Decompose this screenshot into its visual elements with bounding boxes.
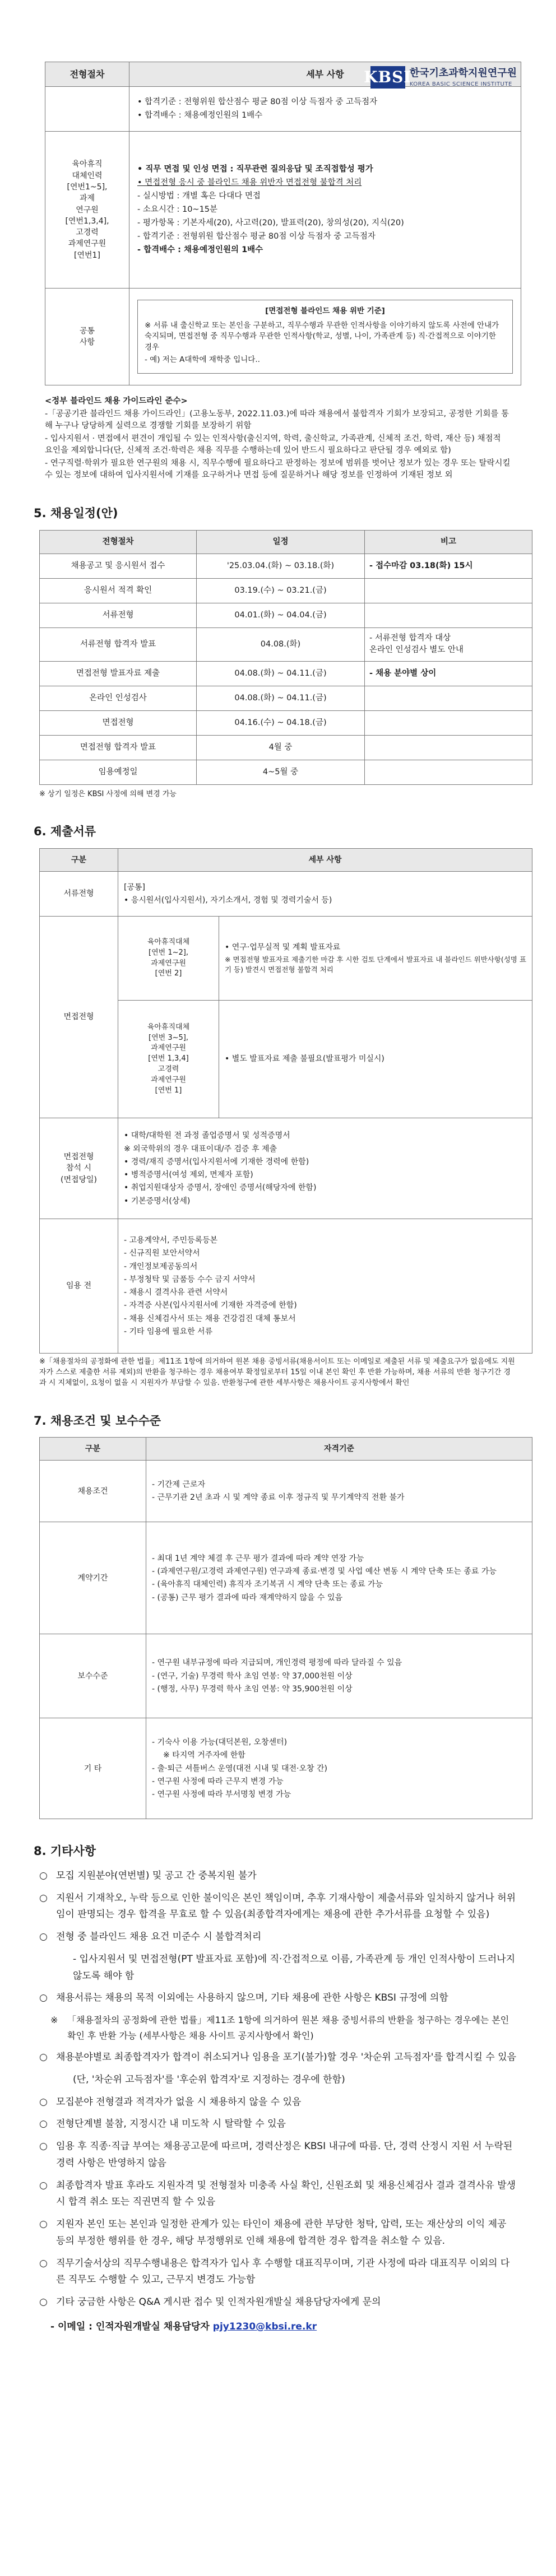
bullet-icon: ○ [39,2141,48,2152]
box-title: [면접전형 블라인드 채용 위반 기준] [265,306,385,316]
bullet-icon [56,1951,68,1985]
bullet-icon: ○ [39,1931,48,1943]
row-label [45,87,129,132]
notice-item [39,1990,517,2007]
notice-item [39,1868,517,1885]
notice-item [39,2178,517,2211]
guideline-line: - 입사지원서 · 면접에서 편견이 개입될 수 있는 인적사항(출신지역, 학력, 출신학교, 가족관계, 신체적 조건, 학력, 재산 등) 채점적 요인을 제외합니다(단, 신체적 조건·학력은 채용 직무를 수행하는데 있어 반드시 필요하다고 판단될 경우 예외로 함) [45,434,501,455]
detail-line: • 면접전형 응시 중 블라인드 채용 위반자 면접전형 불합격 처리 [137,178,362,188]
detail-line: - 근무기관 2년 초과 시 및 계약 종료 이후 정규직 및 무기계약직 전환 불가 [152,1493,405,1503]
row-label: 서류전형 [40,872,118,917]
contact-email-link[interactable]: pjy1230@kbsi.re.kr [212,2321,317,2332]
detail-line: ※ 외국학위의 경우 대표이대/주 검증 후 제출 [124,1144,277,1154]
note-cell: - 서류전형 합격자 대상 온라인 인성검사 별도 안내 [365,627,532,661]
detail-line: - 합격배수 : 채용예정인원의 1배수 [137,245,263,255]
documents-table [39,848,532,1354]
bullet-icon: ○ [39,2179,48,2191]
note-cell [365,710,532,735]
notice-item [39,2094,517,2111]
detail-line: • 기본증명서(상세) [124,1196,191,1206]
row-detail [146,1718,532,1819]
detail-line: • 경력/재직 증명서(입사지원서에 기재한 경력에 한함) [124,1157,309,1166]
row-detail [118,1219,532,1354]
section-title: 7. 채용조건 및 보수수준 [34,1413,161,1428]
date-cell: 04.01.(화) ~ 04.04.(금) [197,603,365,627]
section-title: 6. 제출서류 [34,825,96,839]
box-note: - 예) 저는 A대학에 재학중 입니다.. [145,355,260,365]
contact-line [50,2320,522,2334]
detail-line: - (행정, 사무) 무경력 학사 초임 연봉: 약 35,900천원 이상 [152,1685,353,1694]
bullet-icon: ○ [39,2296,48,2308]
row-label: 공통 사항 [45,289,129,385]
row-detail [129,87,521,132]
notice-item [39,2294,517,2311]
detail-line: - 채용 신체검사서 또는 채용 건강검진 대체 통보서 [124,1314,296,1323]
date-cell: 04.08.(화) ~ 04.11.(금) [197,686,365,710]
table-row [40,627,532,661]
table-header: 일정 [197,530,365,554]
bullet-icon: ○ [39,2219,48,2230]
row-label: 계약기간 [40,1522,146,1634]
table-header: 전형절차 [40,530,197,554]
schedule-table [39,530,532,785]
bullet-icon: ○ [39,2052,48,2063]
row-detail [146,1634,532,1718]
detail-line: • 연구·업무실적 및 계획 발표자료 [225,942,341,952]
notice-text: - 입사지원서 및 면접전형(PT 발표자료 포함)에 직·간접적으로 이름, 가족관계 등 개인 인적사항이 드러나지 않도록 해야 함 [73,1953,515,1982]
contact-label: - 이메일 : 인적자원개발실 채용담당자 [50,2321,210,2332]
note-cell [365,578,532,603]
section-title: 8. 기타사항 [34,1844,96,1858]
detail-line: • 별도 발표자료 제출 불필요(발표평가 미실시) [225,1054,384,1064]
detail-line: - 출·퇴근 셔틀버스 운영(대전 시내 및 대전·오창 간) [152,1764,327,1773]
page [0,62,556,2333]
notice-text: 모집 지원분야(연번별) 및 공고 간 중복지원 불가 [56,1870,257,1881]
schedule-footnote: ※ 상기 일정은 KBSI 사정에 의해 변경 가능 [39,789,177,798]
step-cell: 면접전형 [40,710,197,735]
step-cell: 면접전형 발표자료 제출 [40,661,197,686]
row-detail [219,917,532,1001]
date-cell: 04.16.(수) ~ 04.18.(금) [197,710,365,735]
logo-korean-name: 한국기초과학지원연구원 [409,67,517,79]
bullet-icon: ※ [50,2015,58,2026]
row-detail [129,132,521,289]
row-detail [118,872,532,917]
notice-item [39,2256,517,2289]
row-label: 채용조건 [40,1461,146,1522]
table-row [40,554,532,578]
table-header: 전형절차 [45,62,129,87]
note-cell [365,686,532,710]
detail-line: • 직무 면접 및 인성 면접 : 직무관련 질의응답 및 조직접합성 평가 [137,165,373,174]
detail-line: - 평가항목 : 기본자세(20), 사고력(20), 발표력(20), 창의성(20), 지식(20) [137,218,404,228]
detail-line: - 연구원 사정에 따라 근무지 변경 가능 [152,1777,284,1787]
detail-line: - 기타 임용에 필요한 서류 [124,1327,213,1337]
bullet-icon: ○ [39,1892,48,1904]
table-header: 구분 [40,1438,146,1461]
note-cell [365,760,532,784]
step-cell: 임용예정일 [40,760,197,784]
notice-item [39,2216,517,2250]
table-header: 세부 사항 [129,62,521,87]
notice-item [50,2012,517,2044]
bullet-icon: ○ [39,2257,48,2269]
detail-line: - 개인정보제공동의서 [124,1262,198,1271]
note-cell [365,603,532,627]
row-label: 보수수준 [40,1634,146,1718]
detail-line: - 실시방법 : 개별 혹은 다대다 면접 [137,192,261,201]
row-detail [129,289,521,385]
notice-item [39,1929,517,1946]
row-detail [146,1522,532,1634]
step-cell: 서류전형 [40,603,197,627]
detail-line: - 소요시간 : 10~15분 [137,205,218,215]
table-header: 세부 사항 [118,848,532,871]
document-return-note: ※「채용절차의 공정화에 관한 법률」제11조 1항에 의거하여 원본 채용 중빙서류(채용서이트 또는 이메일로 제출된 서류 및 제출요구가 없음에도 지원자가 스스로 제출한 서류 제외)의 반환을 청구하는 경우 채용여부 확정일로부터 15일 이내 본인 확인 후 반환 가능하며, 채용 서류의 반환 청구기간 경과 시 지체없이, 요청이 없을 시 지원자가 부담할 수 있음. 반환청구에 관한 세부사항은 채용사이트 공지사항에서 확인 [39,1357,515,1387]
kbsi-logo-mark: KBSI [370,66,405,89]
kbsi-logo [364,66,517,89]
guideline-line: -「공공기관 블라인드 채용 가이드라인」(고용노동부, 2022.11.03.)에 따라 채용에서 불합격자 기회가 보장되고, 공정한 기회를 통해 누구나 당당하게 실력으로 경쟁할 기회를 보장하기 위함 [45,410,509,431]
row-label: 육아휴직 대체인력 [연번1~5], 과제 연구원 [연번1,3,4], 고경력 과제연구원 [연번1] [45,132,129,289]
note-cell: - 접수마감 03.18(화) 15시 [365,554,532,578]
section-title: 5. 채용일정(안) [34,506,118,520]
date-cell: 4~5월 중 [197,760,365,784]
notice-text: 전형단계별 불참, 지정시간 내 미도착 시 탈락할 수 있음 [56,2118,286,2130]
detail-line: - 최대 1년 계약 체결 후 근무 평가 결과에 따라 계약 연장 가능 [152,1554,364,1563]
row-detail [146,1461,532,1522]
note-cell [365,735,532,760]
detail-line: • 병적증명서(여성 제외, 면제자 포함) [124,1170,253,1180]
notice-text: 지원서 기재착오, 누락 등으로 인한 불이익은 본인 책임이며, 추후 기재사항이 제출서류와 일치하지 않거나 허위임이 판명되는 경우 합격을 무효로 할 수 있음(최종합격자에게는 채용에 관한 추가서류를 요청할 수 있음) [56,1892,516,1921]
detail-line: • 응시원서(입사지원서), 자기소개서, 경험 및 경력기술서 등) [124,896,332,905]
bullet-icon: ○ [39,2118,48,2130]
sub-label: 육아휴직대체 [연번 3~5], 과제연구원 [연번 1,3,4] 고경력 과제연구원 [연번 1] [118,1001,219,1118]
row-label: 기 타 [40,1718,146,1819]
detail-line: - (공통) 근무 평가 결과에 따라 재계약하지 않을 수 있음 [152,1593,343,1602]
row-detail [118,1118,532,1219]
date-cell: 03.19.(수) ~ 03.21.(금) [197,578,365,603]
table-header: 비고 [365,530,532,554]
notice-text: 채용서류는 채용의 목적 이외에는 사용하지 않으며, 기타 채용에 관한 사항은 KBSI 규정에 의함 [56,1992,448,2004]
date-cell: 4월 중 [197,735,365,760]
notice-text: 모집분야 전형결과 적격자가 없을 시 채용하지 않을 수 있음 [56,2096,302,2108]
table-row [40,686,532,710]
date-cell: 04.08.(화) [197,627,365,661]
table-header: 구분 [40,848,118,871]
table-row [40,735,532,760]
detail-line: • 취업지원대상자 증명서, 장애인 증명서(해당자에 한함) [124,1183,317,1193]
date-cell: 04.08.(화) ~ 04.11.(금) [197,661,365,686]
detail-line: - 합격기준 : 전형위원 합산점수 평균 80점 이상 득점자 중 고득점자 [137,232,376,241]
detail-line: ※ 타지역 거주자에 한함 [163,1751,245,1760]
notice-text: 기타 궁금한 사항은 Q&A 게시판 접수 및 인적자원개발실 채용담당자에게 문의 [56,2296,381,2308]
table-row [40,661,532,686]
detail-line: • 합격배수 : 채용예정인원의 1배수 [137,111,263,120]
table-row [40,760,532,784]
notice-item [39,2116,517,2133]
notice-text: 최종합격자 발표 후라도 지원자격 및 전형절차 미충족 사실 확인, 신원조회 및 채용신체검사 결과 결격사유 발생 시 합격 취소 또는 직권면직 할 수 있음 [56,2179,516,2208]
other-notes [39,1868,517,2311]
step-cell: 응시원서 적격 확인 [40,578,197,603]
date-cell: '25.03.04.(화) ~ 03.18.(화) [197,554,365,578]
selection-process-table [45,62,521,385]
table-row [40,578,532,603]
notice-text: 전형 중 블라인드 채용 요건 미준수 시 불합격처리 [56,1931,262,1943]
row-detail [219,1001,532,1118]
note-cell: - 채용 분야별 상이 [365,661,532,686]
step-cell: 면접전형 합격자 발표 [40,735,197,760]
row-label: 면접전형 [40,917,118,1118]
box-text: ※ 서류 내 출신학교 또는 본인을 구분하고, 직무수행과 무관한 인적사항을 이야기하지 않도록 사전에 안내가 숙지되며, 면접전형 중 직무수행과 무관한 인적사항(학교, 성별, 나이, 가족관계 등) 직·간접적으로 이야기한 경우 [145,320,499,352]
detail-line: [공통] [124,882,145,892]
detail-line: - 신규직원 보안서약서 [124,1249,200,1258]
conditions-table [39,1437,532,1819]
notice-item [56,2072,517,2089]
guideline-title: <정부 블라인드 채용 가이드라인 준수> [45,397,188,406]
detail-line: - 고용계약서, 주민등록등본 [124,1235,218,1245]
table-header: 자격기준 [146,1438,532,1461]
notice-item [39,2049,517,2066]
row-label: 임용 전 [40,1219,118,1354]
notice-text: 「채용절차의 공정화에 관한 법률」제11조 1항에 의거하여 원본 채용 중빙서류의 반환을 청구하는 경우에는 본인 확인 후 반환 가능 (세부사항은 채용 사이트 공지사항에서 확인) [67,2015,509,2042]
logo-english-name: KOREA BASIC SCIENCE INSTITUTE [409,81,512,88]
notice-item [39,2138,517,2172]
notice-item [56,1951,517,1985]
detail-line: - 기간제 근로자 [152,1480,206,1490]
step-cell: 서류전형 합격자 발표 [40,627,197,661]
detail-line: - 자격증 사본(입사지원서에 기재한 자격증에 한함) [124,1301,297,1310]
notice-text: 직무기술서상의 직무수행내용은 합격자가 입사 후 수행할 대표직무이며, 기관 사정에 따라 대표직무 이외의 다른 직무도 수행할 수 있고, 근무지 변경도 가능함 [56,2257,510,2286]
guideline-line: - 연구직렬·학위가 필요한 연구원의 채용 시, 직무수행에 필요하다고 판정하는 정보에 범위를 벗어난 정보가 있는 경우 또는 탈락시킬 수 있는 정보에 대하여 입사지원서에 기재를 요구하거나 면접 등에 질문하거나 해당 정보를 인정하여 기재된 정보 외 [45,459,511,480]
table-row [40,710,532,735]
detail-line: • 합격기준 : 전형위원 합산점수 평균 80점 이상 득점자 중 고득점자 [137,97,378,107]
detail-line: - (육아휴직 대체인력) 휴직자 조기복귀 시 계약 단축 또는 종료 가능 [152,1580,383,1589]
bullet-icon [56,2072,68,2089]
notice-text: 채용분야별로 최종합격자가 합격이 취소되거나 임용을 포기(불가)할 경우 '차순위 고득점자'를 합격시킬 수 있음 [56,2052,517,2063]
step-cell: 채용공고 및 응시원서 접수 [40,554,197,578]
notice-text: (단, '차순위 고득점자'를 '후순위 합격자'로 지정하는 경우에 한함) [73,2073,345,2085]
row-label: 면접전형 참석 시 (면접당일) [40,1118,118,1219]
detail-line: • 대학/대학원 전 과정 졸업증명서 및 성적증명서 [124,1131,290,1141]
notice-item [39,1890,517,1924]
detail-line: - 기숙사 이용 가능(대덕본원, 오창센터) [152,1738,288,1747]
notice-text: 지원자 본인 또는 본인과 일정한 관계가 있는 타인이 채용에 관한 부당한 청탁, 압력, 또는 재산상의 이익 제공 등의 부정한 행위를 한 경우, 해당 부정행위로 인해 채용에 합격한 경우 합격을 취소할 수 있음. [56,2219,507,2247]
bullet-icon: ○ [39,1992,48,2004]
step-cell: 온라인 인성검사 [40,686,197,710]
bullet-icon: ○ [39,2096,48,2108]
detail-line: - 연구원 내부규정에 따라 지급되며, 개인경력 평정에 따라 달라질 수 있음 [152,1658,402,1668]
blind-guideline [45,396,511,481]
blind-rule-box [137,300,513,374]
detail-line: ※ 면접전형 발표자료 제출기한 마감 후 시한 검토 단계에서 발표자료 내 블라인드 위반사항(성명 표기 등) 발견시 면접전형 불합격 처리 [225,955,526,974]
table-row [40,603,532,627]
notice-text: 임용 후 직종·직급 부여는 채용공고문에 따르며, 경력산정은 KBSI 내규에 따름. 단, 경력 산정시 지원 서 누락된 경력 사항은 반영하지 않음 [56,2141,513,2169]
sub-label: 육아휴직대체 [연번 1~2], 과제연구원 [연번 2] [118,917,219,1001]
detail-line: - (연구, 기술) 무경력 학사 초임 연봉: 약 37,000천원 이상 [152,1671,353,1681]
detail-line: - 연구원 사정에 따라 부서명칭 변경 가능 [152,1790,291,1800]
detail-line: - 채용시 결격사유 관련 서약서 [124,1288,228,1298]
detail-line: - 부정청탁 및 금품등 수수 금지 서약서 [124,1275,256,1284]
detail-line: - (과제연구원/고경력 과제연구원) 연구과제 종료·변경 및 사업 예산 변동 시 계약 단축 또는 종료 가능 [152,1567,497,1577]
bullet-icon: ○ [39,1870,48,1881]
